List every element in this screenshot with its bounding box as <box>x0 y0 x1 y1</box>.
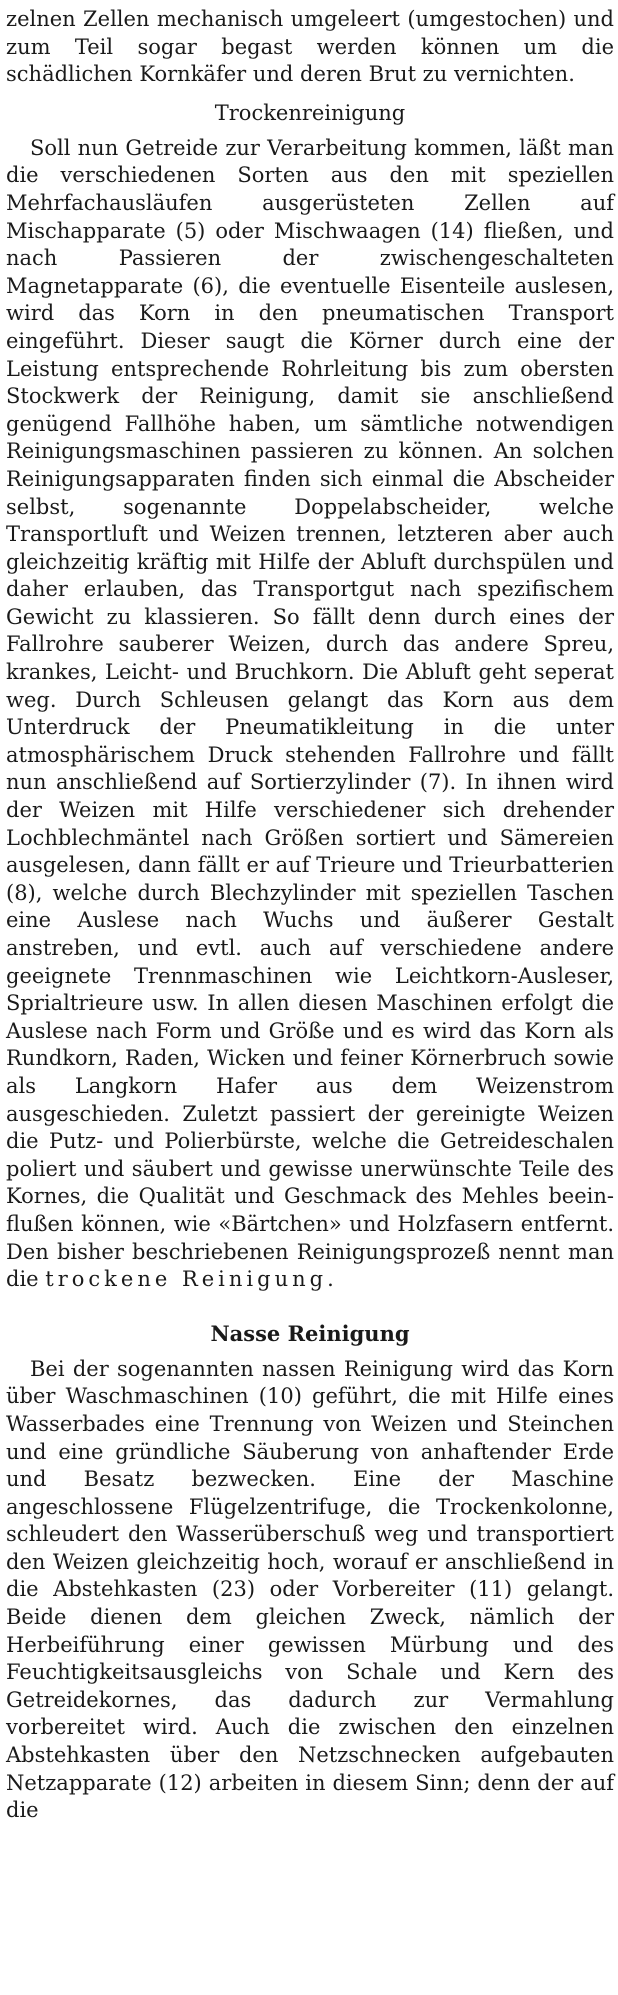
nasse-reinigung-paragraph: Bei der sogenannten nassen Reinigung wird das Korn über Waschmaschinen (10) geführt, die mit Hilfe eines Wasserbades eine Trennung von Weizen und Steinchen und eine gründliche Säuberung von anhaftender Erde und Besatz bezwecken. Eine der Maschine angeschlossene Flügelzentrifuge, die Trockenkolonne, schleudert den Wasserüberschuß weg und transportiert den Weizen gleichzeitig hoch, worauf er anschließend in die Abstehkasten (23) oder Vorbereiter (11) gelangt. Beide dienen dem gleichen Zweck, nämlich der Herbeiführung einer gewissen Mürbung und des Feuchtigkeitsausgleichs von Schale und Kern des Getreidekornes, das dadurch zur Vermahlung vorbereitet wird. Auch die zwischen den einzelnen Abstehkasten über den Netzschnecken aufgebauten Netzapparate (12) arbeiten in diesem Sinn; denn der auf die <box>6 1356 614 1823</box>
trockenreinigung-end: . <box>327 1267 334 1292</box>
emphasis-trockene-reinigung: trockene Reinigung <box>45 1267 328 1292</box>
heading-nasse-reinigung: Nasse Reinigung <box>210 1320 410 1346</box>
heading-trockenreinigung: Trockenreinigung <box>214 100 406 125</box>
trockenreinigung-body: Soll nun Getreide zur Verarbeitung kommen, läßt man die verschiedenen Sorten aus den mit speziellen Mehrfachausläufen ausgerüsteten Zellen auf Mischapparate (5) oder Mischwaagen (14) fließen, und nach Passieren der zwischengeschalteten Magnetapparate (6), die eventuelle Eisenteile auslesen, wird das Korn in den pneumatischen Transport eingeführt. Dieser saugt die Körner durch eine der Leistung entsprechende Rohrleitung bis zum obersten Stockwerk der Reinigung, damit sie anschließend genügend Fallhöhe haben, um sämtliche notwendigen Reinigungsmaschinen passieren zu können. An solchen Reinigungsapparaten finden sich einmal die Abscheider selbst, sogenannte Doppelabscheider, welche Transportluft und Weizen trennen, letzteren aber auch gleichzeitig kräftig mit Hilfe der Abluft durchspülen und daher erlauben, das Transportgut nach spezifischem Gewicht zu klassieren. So fällt denn durch eines der Fallrohre sauberer Weizen, durch das andere Spreu, krankes, Leicht- und Bruchkorn. Die Abluft geht seperat weg. Durch Schleusen gelangt das Korn aus dem Unterdruck der Pneumatikleitung in die unter atmosphärischem Druck stehenden Fallrohre und fällt nun anschließend auf Sortierzylinder (7). In ihnen wird der Weizen mit Hilfe verschiedener sich drehender Lochblechmäntel nach Größen sortiert und Sämereien ausgelesen, dann fällt er auf Trieure und Trieurbatterien (8), welche durch Blechzylinder mit speziellen Taschen eine Auslese nach Wuchs und äußerer Gestalt anstreben, und evtl. auch auf verschiedene andere geeignete Trennmaschinen wie Leichtkorn-Ausleser, Sprialtrieure usw. In allen diesen Maschinen erfolgt die Auslese nach Form und Größe und es wird das Korn als Rundkorn, Raden, Wicken und feiner Körnerbruch sowie als Langkorn Hafer aus dem Weizenstrom ausgeschieden. Zuletzt passiert der gereinigte Weizen die Putz- und Polierbürste, welche die Getreideschalen poliert und säubert und gewisse unerwünschte Teile des Kornes, die Qualität und Geschmack des Mehles beeinflußen können, wie «Bärtchen» und Holzfasern entfernt. Den bisher beschriebenen Reinigungsprozeß nennt man die <box>6 135 614 1292</box>
trockenreinigung-paragraph <box>6 135 614 1294</box>
intro-paragraph: zelnen Zellen mechanisch umgeleert (umgestochen) und zum Teil sogar begast werden können um die schädlichen Kornkäfer und deren Brut zu vernichten. <box>6 7 614 87</box>
